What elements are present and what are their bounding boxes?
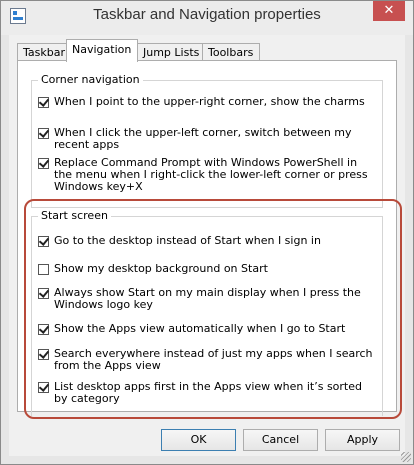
navigation-tab-panel xyxy=(17,60,397,412)
charms-label: When I point to the upper-right corner, show the charms xyxy=(54,95,365,108)
close-button[interactable]: ✕ xyxy=(373,1,405,21)
go-to-desktop-label: Go to the desktop instead of Start when I sign in xyxy=(54,234,321,247)
dialog-client-area xyxy=(9,35,405,456)
tab-toolbars[interactable]: Toolbars xyxy=(202,43,260,61)
recent-apps-option[interactable] xyxy=(38,127,378,151)
ok-button[interactable]: OK xyxy=(161,429,236,451)
charms-option[interactable] xyxy=(38,96,378,108)
desktop-background-option[interactable] xyxy=(38,263,378,275)
recent-apps-label: When I click the upper-left corner, switch between my recent apps xyxy=(54,126,352,151)
title-bar[interactable] xyxy=(1,1,413,35)
apps-view-label: Show the Apps view automatically when I go to Start xyxy=(54,322,346,335)
desktop-apps-first-option[interactable] xyxy=(38,381,378,405)
corner-navigation-title: Corner navigation xyxy=(38,73,143,86)
powershell-option[interactable] xyxy=(38,157,378,193)
tab-taskbar[interactable]: Taskbar xyxy=(17,43,67,61)
desktop-background-checkbox[interactable] xyxy=(38,264,49,275)
search-everywhere-option[interactable] xyxy=(38,348,378,372)
apps-view-option[interactable] xyxy=(38,323,378,335)
main-display-label: Always show Start on my main display when I press the Windows logo key xyxy=(54,286,361,311)
search-everywhere-label: Search everywhere instead of just my apps when I search from the Apps view xyxy=(54,347,373,372)
desktop-apps-first-checkbox[interactable] xyxy=(38,382,49,393)
powershell-label: Replace Command Prompt with Windows PowerShell in the menu when I right-click the lower-left corner or press Windows key+X xyxy=(54,156,368,193)
window-title: Taskbar and Navigation properties xyxy=(93,6,321,23)
cancel-button[interactable]: Cancel xyxy=(243,429,318,451)
desktop-apps-first-label: List desktop apps first in the Apps view when it’s sorted by category xyxy=(54,380,362,405)
powershell-checkbox[interactable] xyxy=(38,158,49,169)
start-screen-title: Start screen xyxy=(38,209,111,222)
recent-apps-checkbox[interactable] xyxy=(38,128,49,139)
apply-button[interactable]: Apply xyxy=(325,429,400,451)
go-to-desktop-checkbox[interactable] xyxy=(38,236,49,247)
resize-grip-icon[interactable] xyxy=(401,452,411,462)
search-everywhere-checkbox[interactable] xyxy=(38,349,49,360)
go-to-desktop-option[interactable] xyxy=(38,235,378,247)
apps-view-checkbox[interactable] xyxy=(38,324,49,335)
tab-navigation[interactable]: Navigation xyxy=(66,39,138,62)
main-display-checkbox[interactable] xyxy=(38,288,49,299)
charms-checkbox[interactable] xyxy=(38,97,49,108)
main-display-option[interactable] xyxy=(38,287,378,311)
desktop-background-label: Show my desktop background on Start xyxy=(54,262,268,275)
tab-jump-lists[interactable]: Jump Lists xyxy=(137,43,203,61)
